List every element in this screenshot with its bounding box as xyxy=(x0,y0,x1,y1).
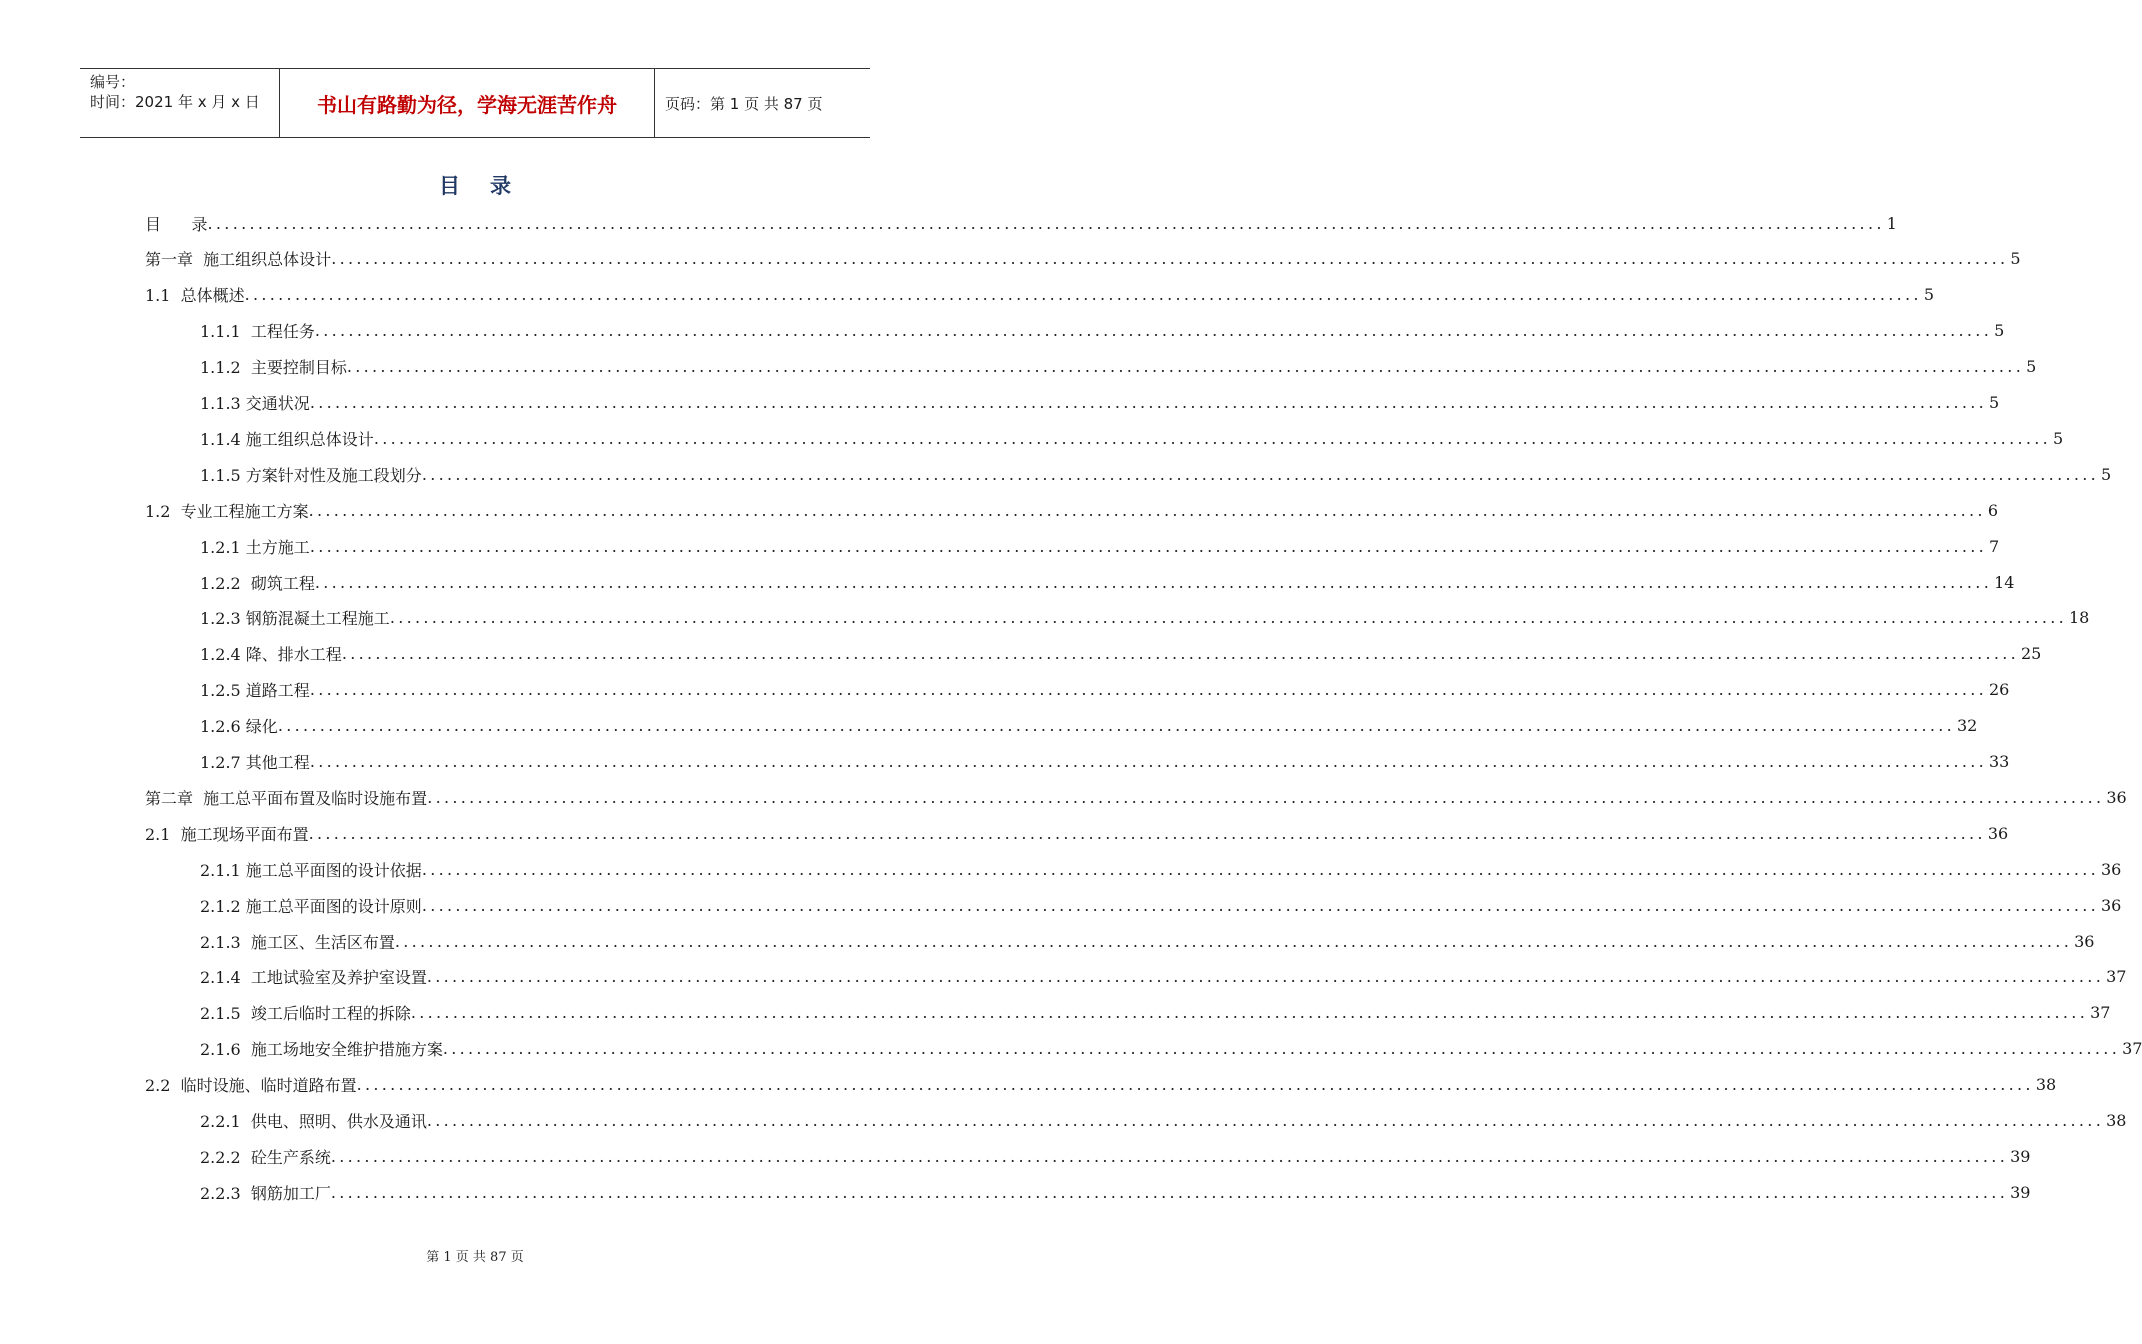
motto: 书山有路勤为径，学海无涯苦作舟 xyxy=(280,69,655,137)
toc-leader-dots: ........................................................................................................................................................................................................ xyxy=(394,931,2073,951)
toc-entry[interactable] xyxy=(200,923,2095,959)
toc-leader-dots: ........................................................................................................................................................................................................ xyxy=(427,787,2105,807)
toc-leader-dots: ........................................................................................................................................................................................................ xyxy=(309,536,1987,556)
toc-entry[interactable] xyxy=(200,1031,2142,1067)
toc-leader-dots: ........................................................................................................................................................................................................ xyxy=(346,357,2025,377)
toc-entry[interactable] xyxy=(145,205,1897,241)
toc-leader-dots: ........................................................................................................................................................................................................ xyxy=(410,1003,2089,1023)
toc-entry-label: 2.1.5 竣工后临时工程的拆除 xyxy=(200,1004,411,1024)
toc-entry-label: 2.1 施工现场平面布置 xyxy=(145,824,309,844)
toc-leader-dots: ........................................................................................................................................................................................................ xyxy=(426,967,2105,987)
toc-leader-dots: ........................................................................................................................................................................................................ xyxy=(442,1039,2121,1059)
toc-entry-page: 5 xyxy=(2010,249,2021,269)
time-line: 时间：2021 年 x 月 x 日 xyxy=(90,93,260,111)
toc-entry[interactable] xyxy=(200,995,2111,1031)
toc-leader-dots: ........................................................................................................................................................................................................ xyxy=(309,680,1987,700)
toc-leader-dots: ........................................................................................................................................................................................................ xyxy=(421,895,2099,915)
toc-entry-page: 26 xyxy=(1989,680,2010,700)
toc-entry[interactable] xyxy=(145,815,2009,851)
toc-entry[interactable] xyxy=(200,1138,2031,1174)
toc-entry-page: 38 xyxy=(2035,1075,2057,1095)
toc-entry-label: 1.2.3 钢筋混凝土工程施工 xyxy=(200,609,390,629)
toc-leader-dots: ........................................................................................................................................................................................................ xyxy=(277,716,1955,736)
toc-leader-dots: ........................................................................................................................................................................................................ xyxy=(309,393,1987,412)
toc-entry-label: 1.1.4 施工组织总体设计 xyxy=(200,429,374,449)
toc-entry-label: 2.1.3 施工区、生活区布置 xyxy=(200,932,395,952)
toc-entry-page: 36 xyxy=(1987,823,2009,843)
toc-entry-label: 1.1.1 工程任务 xyxy=(200,322,315,342)
toc-entry-label: 2.2.2 砼生产系统 xyxy=(200,1147,331,1167)
toc-leader-dots: ........................................................................................................................................................................................................ xyxy=(331,249,2009,269)
page-info: 页码：第 1 页 共 87 页 xyxy=(665,94,823,113)
toc-entry-page: 5 xyxy=(2101,464,2112,484)
toc-entry[interactable] xyxy=(200,456,2112,492)
toc-entry[interactable] xyxy=(200,1103,2127,1139)
toc-entry-label: 1.2.5 道路工程 xyxy=(200,681,310,701)
toc-entry-page: 5 xyxy=(2053,428,2064,448)
toc-entry[interactable] xyxy=(200,600,2090,636)
toc-entry-page: 36 xyxy=(2074,931,2095,951)
toc-entry-label: 1.2.2 砌筑工程 xyxy=(200,573,315,593)
toc-leader-dots: ........................................................................................................................................................................................................ xyxy=(421,464,2099,484)
toc-entry[interactable] xyxy=(200,851,2122,887)
toc-entry-page: 33 xyxy=(1989,752,2010,771)
toc-entry[interactable] xyxy=(200,420,2064,456)
toc-leader-dots: ........................................................................................................................................................................................................ xyxy=(330,1182,2009,1202)
document-header xyxy=(80,68,870,138)
toc-entry-page: 1 xyxy=(1886,213,1897,233)
toc-entry[interactable] xyxy=(200,385,2000,421)
toc-entry-label: 1.1.3 交通状况 xyxy=(200,394,310,413)
toc-entry-label: 2.2.1 供电、照明、供水及通讯 xyxy=(200,1112,427,1131)
toc-leader-dots: ........................................................................................................................................................................................................ xyxy=(244,285,1922,305)
toc-entry-page: 18 xyxy=(2069,608,2090,628)
toc-leader-dots: ........................................................................................................................................................................................................ xyxy=(356,1075,2034,1095)
toc-leader-dots: ........................................................................................................................................................................................................ xyxy=(314,572,1993,592)
toc-entry-label: 1.1.2 主要控制目标 xyxy=(200,358,347,378)
toc-entry-page: 36 xyxy=(2101,895,2122,915)
toc-entry-page: 36 xyxy=(2106,787,2127,807)
toc-leader-dots: ........................................................................................................................................................................................................ xyxy=(421,859,2099,879)
toc-entry-label: 1.2.4 降、排水工程 xyxy=(200,645,342,665)
toc-entry-page: 7 xyxy=(1989,536,2000,556)
toc-entry-page: 37 xyxy=(2106,967,2127,987)
toc-entry-page: 39 xyxy=(2010,1146,2031,1166)
toc-entry-page: 5 xyxy=(2026,357,2037,377)
toc-entry-label: 1.2 专业工程施工方案 xyxy=(145,501,309,521)
toc-entry[interactable] xyxy=(200,528,2000,564)
toc-entry-page: 32 xyxy=(1957,716,1978,736)
toc-entry-label: 第一章 施工组织总体设计 xyxy=(145,250,332,270)
toc-leader-dots: ........................................................................................................................................................................................................ xyxy=(389,608,2067,628)
toc-entry-page: 37 xyxy=(2090,1003,2111,1023)
number-label: 编号： xyxy=(90,73,136,91)
toc-leader-dots: ........................................................................................................................................................................................................ xyxy=(341,644,2019,664)
toc-entry[interactable] xyxy=(200,672,2010,708)
toc-entry-label: 2.2.3 钢筋加工厂 xyxy=(200,1183,331,1203)
toc-leader-dots: ........................................................................................................................................................................................................ xyxy=(308,500,1986,520)
page-footer: 第 1 页 共 87 页 xyxy=(426,1250,524,1265)
toc-entry-label: 2.1.4 工地试验室及养护室设置 xyxy=(200,968,427,988)
toc-entry-label: 1.2.7 其他工程 xyxy=(200,753,310,772)
toc-entry[interactable] xyxy=(145,277,1934,313)
toc-entry-page: 6 xyxy=(1987,500,1998,520)
toc-entry-label: 第二章 施工总平面布置及临时设施布置 xyxy=(145,788,428,808)
toc-entry-page: 38 xyxy=(2106,1111,2127,1130)
toc-entry[interactable] xyxy=(145,779,2127,815)
toc-entry-page: 5 xyxy=(1994,321,2005,341)
toc-entry[interactable] xyxy=(145,492,1998,528)
toc-entry[interactable] xyxy=(200,349,2037,385)
toc-entry-page: 25 xyxy=(2021,644,2042,664)
toc-leader-dots: ........................................................................................................................................................................................................ xyxy=(426,1111,2105,1130)
toc-entry[interactable] xyxy=(200,564,2015,600)
toc-entry[interactable] xyxy=(200,959,2127,995)
toc-entry-label: 1.2.1 土方施工 xyxy=(200,537,310,557)
toc-entry-page: 36 xyxy=(2101,859,2122,879)
toc-entry-page: 37 xyxy=(2122,1039,2142,1059)
toc-entry[interactable] xyxy=(145,241,2021,277)
toc-entry[interactable] xyxy=(200,636,2042,672)
toc-leader-dots: ........................................................................................................................................................................................................ xyxy=(309,752,1987,771)
toc-entry-label: 1.2.6 绿化 xyxy=(200,717,278,737)
toc-entry-page: 5 xyxy=(1989,393,2000,412)
toc-leader-dots: ........................................................................................................................................................................................................ xyxy=(314,321,1993,341)
toc-entry-label: 2.1.2 施工总平面图的设计原则 xyxy=(200,896,422,916)
toc-entry-label: 1.1 总体概述 xyxy=(145,286,245,306)
toc-entry-label: 2.2 临时设施、临时道路布置 xyxy=(145,1076,357,1096)
toc-entry-label: 2.1.6 施工场地安全维护措施方案 xyxy=(200,1040,443,1060)
toc-entry[interactable] xyxy=(200,708,1978,744)
toc-entry-page: 39 xyxy=(2010,1182,2031,1202)
toc-leader-dots: ........................................................................................................................................................................................................ xyxy=(308,823,1986,843)
toc-leader-dots: ........................................................................................................................................................................................................ xyxy=(207,213,1885,233)
toc-entry-label: 2.1.1 施工总平面图的设计依据 xyxy=(200,860,422,880)
toc-leader-dots: ........................................................................................................................................................................................................ xyxy=(373,428,2051,448)
toc-leader-dots: ........................................................................................................................................................................................................ xyxy=(330,1146,2009,1166)
toc-entry[interactable] xyxy=(200,1174,2031,1210)
toc-entry[interactable] xyxy=(200,313,2005,349)
toc-entry[interactable] xyxy=(200,744,2010,780)
toc-title: 目录 xyxy=(439,174,541,198)
header-meta xyxy=(80,69,280,137)
toc-entry[interactable] xyxy=(145,1067,2057,1103)
toc-entry-label: 1.1.5 方案针对性及施工段划分 xyxy=(200,465,422,485)
toc-entry-page: 5 xyxy=(1923,285,1934,305)
toc-entry-label: 目 录 xyxy=(145,214,208,234)
toc-entry[interactable] xyxy=(200,887,2122,923)
toc-entry-page: 14 xyxy=(1994,572,2015,592)
